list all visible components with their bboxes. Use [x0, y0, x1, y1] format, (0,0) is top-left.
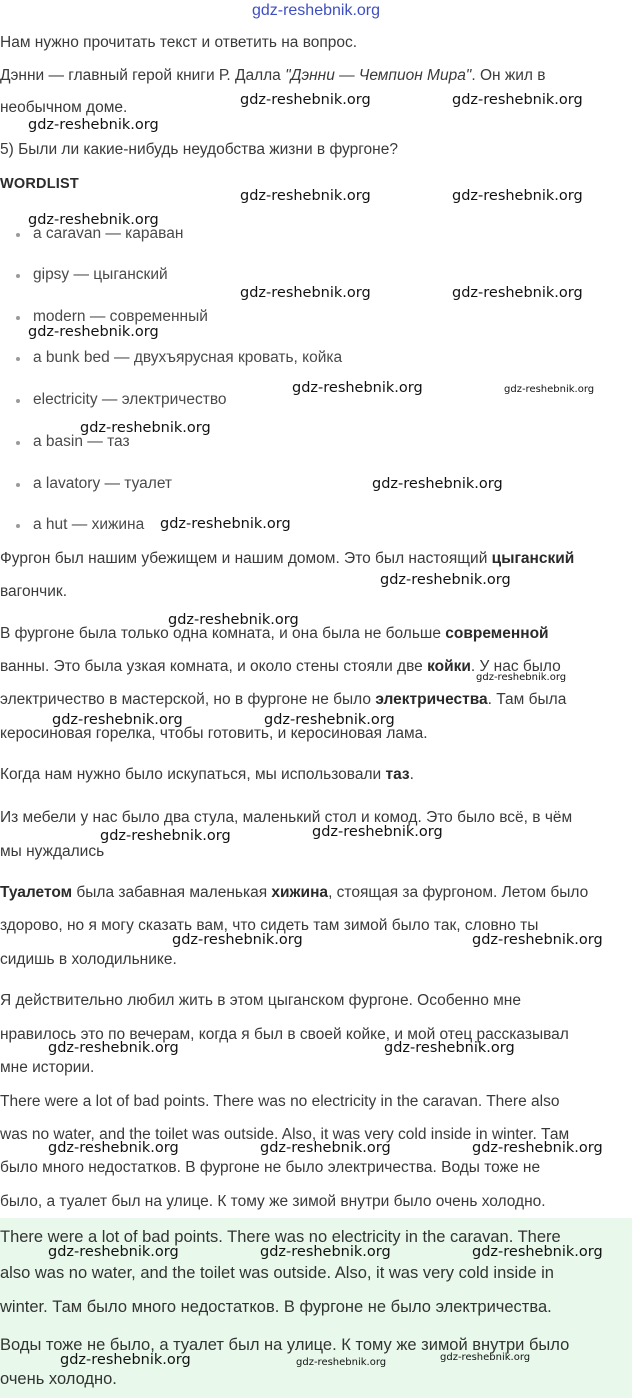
watermark: gdz-reshebnik.org: [48, 1140, 179, 1156]
watermark: gdz-reshebnik.org: [440, 1352, 531, 1363]
watermark: gdz-reshebnik.org: [380, 572, 511, 588]
watermark: gdz-reshebnik.org: [452, 285, 583, 301]
bullet-icon: [16, 357, 20, 361]
text-p1-line2: вагончик.: [0, 583, 67, 600]
watermark: gdz-reshebnik.org: [296, 1357, 387, 1368]
watermark: gdz-reshebnik.org: [28, 212, 159, 228]
watermark: gdz-reshebnik.org: [260, 1140, 391, 1156]
watermark: gdz-reshebnik.org: [28, 117, 159, 133]
answer-line-4: Воды тоже не было, а туалет был на улице. К тому же зимой внутри было: [0, 1336, 570, 1354]
text-p5-line3: сидишь в холодильнике.: [0, 951, 177, 968]
intro-line-1: Нам нужно прочитать текст и ответить на вопрос.: [0, 34, 358, 51]
wordlist-item: electricity — электричество: [33, 391, 227, 408]
text-p3: Когда нам нужно было искупаться, мы использовали таз.: [0, 766, 414, 783]
watermark: gdz-reshebnik.org: [168, 612, 299, 628]
watermark: gdz-reshebnik.org: [504, 384, 595, 395]
watermark: gdz-reshebnik.org: [160, 516, 291, 532]
watermark: gdz-reshebnik.org: [80, 420, 211, 436]
text-p6-line2: нравилось это по вечерам, когда я был в своей койке, и мой отец рассказывал: [0, 1026, 569, 1043]
text-p2-line3: электричество в мастерской, но в фургоне не было электричества. Там была: [0, 691, 567, 708]
wordlist-item: a hut — хижина: [33, 516, 145, 533]
wordlist-item: gipsy — цыганский: [33, 266, 168, 283]
site-link[interactable]: gdz-reshebnik.org: [251, 2, 381, 19]
question: 5) Были ли какие-нибудь неудобства жизни в фургоне?: [0, 141, 398, 158]
watermark: gdz-reshebnik.org: [312, 824, 443, 840]
wordlist-item: a lavatory — туалет: [33, 475, 173, 492]
wordlist-item: a bunk bed — двухъярусная кровать, койка: [33, 349, 343, 366]
watermark: gdz-reshebnik.org: [100, 828, 231, 844]
watermark: gdz-reshebnik.org: [292, 380, 423, 396]
watermark: gdz-reshebnik.org: [60, 1352, 191, 1368]
text-p4-line2: мы нуждались: [0, 843, 105, 860]
text-p5-line1: Туалетом была забавная маленькая хижина, стоящая за фургоном. Летом было: [0, 884, 589, 901]
watermark: gdz-reshebnik.org: [52, 712, 183, 728]
intro-line-3: необычном доме.: [0, 99, 128, 116]
answer-line-2: also was no water, and the toilet was outside. Also, it was very cold inside in: [0, 1264, 554, 1282]
watermark: gdz-reshebnik.org: [372, 476, 503, 492]
watermark: gdz-reshebnik.org: [452, 92, 583, 108]
watermark: gdz-reshebnik.org: [472, 1244, 603, 1260]
text-p2-line2: ванны. Это была узкая комната, и около стены стояли две койки. У нас было: [0, 658, 561, 675]
bullet-icon: [16, 524, 20, 528]
bullet-icon: [16, 399, 20, 403]
watermark: gdz-reshebnik.org: [240, 188, 371, 204]
wordlist-title: WORDLIST: [0, 176, 79, 192]
watermark: gdz-reshebnik.org: [472, 932, 603, 948]
text-p2-line4: керосиновая горелка, чтобы готовить, и керосиновая лама.: [0, 725, 428, 742]
bullet-icon: [16, 483, 20, 487]
watermark: gdz-reshebnik.org: [264, 712, 395, 728]
bullet-icon: [16, 316, 20, 320]
watermark: gdz-reshebnik.org: [260, 1244, 391, 1260]
book-title: "Дэнни — Чемпион Мира": [285, 67, 472, 84]
text-p7-line1: There were a lot of bad points. There was no electricity in the caravan. There also: [0, 1093, 560, 1110]
text-p1-line1: Фургон был нашим убежищем и нашим домом. Это был настоящий цыганский: [0, 550, 575, 567]
watermark: gdz-reshebnik.org: [476, 672, 567, 683]
text-p7-line3: было много недостатков. В фургоне не было электричества. Воды тоже не: [0, 1159, 541, 1176]
watermark: gdz-reshebnik.org: [240, 285, 371, 301]
text-p2-line1: В фургоне была только одна комната, и она была не больше современной: [0, 625, 549, 642]
watermark: gdz-reshebnik.org: [240, 92, 371, 108]
answer-line-1: There were a lot of bad points. There was no electricity in the caravan. There: [0, 1228, 561, 1246]
answer-line-5: очень холодно.: [0, 1370, 117, 1388]
wordlist-item: a caravan — караван: [33, 225, 184, 242]
answer-line-3: winter. Там было много недостатков. В фургоне не было электричества.: [0, 1298, 552, 1316]
text-p7-line4: было, а туалет был на улице. К тому же зимой внутри было очень холодно.: [0, 1193, 546, 1210]
watermark: gdz-reshebnik.org: [384, 1040, 515, 1056]
text-p7-line2: was no water, and the toilet was outside. Also, it was very cold inside in winter. Там: [0, 1126, 570, 1143]
text-p4-line1: Из мебели у нас было два стула, маленький стол и комод. Это было всё, в чём: [0, 809, 573, 826]
watermark: gdz-reshebnik.org: [172, 932, 303, 948]
text-p6-line3: мне истории.: [0, 1059, 95, 1076]
wordlist-item: a basin — таз: [33, 433, 130, 450]
watermark: gdz-reshebnik.org: [48, 1244, 179, 1260]
watermark: gdz-reshebnik.org: [452, 188, 583, 204]
text-p6-line1: Я действительно любил жить в этом цыганском фургоне. Особенно мне: [0, 992, 521, 1009]
text-p5-line2: здорово, но я могу сказать вам, что сидеть там зимой было так, словно ты: [0, 917, 539, 934]
watermark: gdz-reshebnik.org: [48, 1040, 179, 1056]
bullet-icon: [16, 233, 20, 237]
wordlist-item: modern — современный: [33, 308, 208, 325]
intro-line-2: Дэнни — главный герой книги Р. Далла "Дэнни — Чемпион Мира". Он жил в: [0, 67, 546, 84]
bullet-icon: [16, 274, 20, 278]
watermark: gdz-reshebnik.org: [28, 324, 159, 340]
watermark: gdz-reshebnik.org: [472, 1140, 603, 1156]
bullet-icon: [16, 441, 20, 445]
